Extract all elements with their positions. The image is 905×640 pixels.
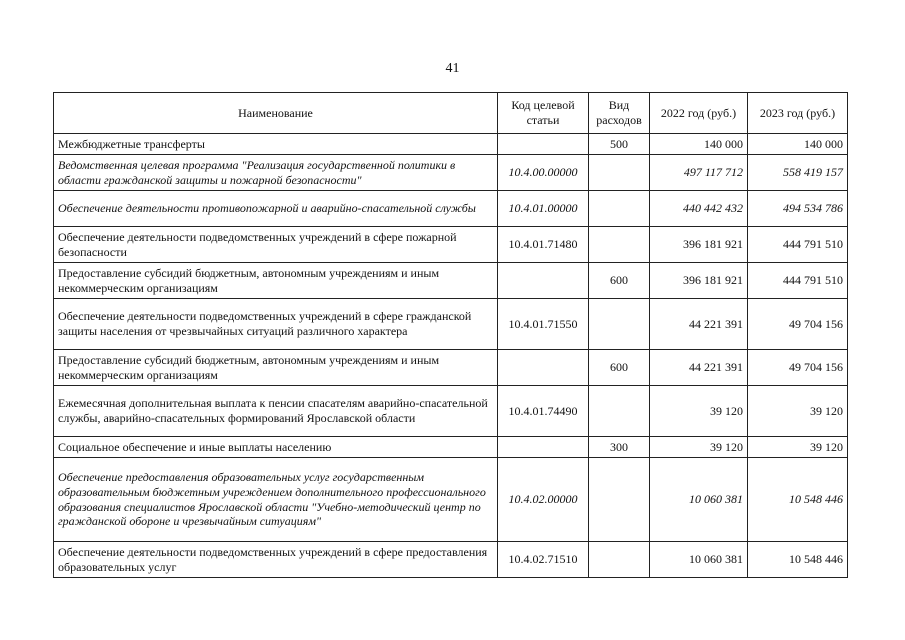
row-amount-2023: 39 120 — [748, 437, 848, 458]
page-number: 41 — [445, 61, 460, 76]
row-type — [589, 386, 650, 437]
row-amount-2023: 140 000 — [748, 134, 848, 155]
table-row — [54, 350, 848, 386]
row-amount-2022: 396 181 921 — [650, 263, 748, 299]
row-name: Обеспечение предоставления образовательных услуг государственным образовательным бюджетным учреждением дополнительного профессионального образования специалистов Ярославской области "Учебно-методический центр по гражданской обороне и чрезвычайным ситуациям" — [54, 458, 498, 542]
table-row — [54, 437, 848, 458]
row-type — [589, 458, 650, 542]
row-code: 10.4.02.71510 — [498, 542, 589, 578]
budget-table — [53, 92, 848, 578]
table-row — [54, 155, 848, 191]
table-row — [54, 134, 848, 155]
row-code: 10.4.02.00000 — [498, 458, 589, 542]
row-amount-2023: 10 548 446 — [748, 542, 848, 578]
row-amount-2022: 10 060 381 — [650, 542, 748, 578]
row-type: 600 — [589, 350, 650, 386]
row-type — [589, 191, 650, 227]
table-row — [54, 542, 848, 578]
row-name: Ежемесячная дополнительная выплата к пенсии спасателям аварийно-спасательной службы, аварийно-спасательных формирований Ярославской области — [54, 386, 498, 437]
table-row — [54, 227, 848, 263]
row-code — [498, 263, 589, 299]
row-amount-2022: 396 181 921 — [650, 227, 748, 263]
row-type — [589, 299, 650, 350]
row-amount-2022: 39 120 — [650, 437, 748, 458]
row-code: 10.4.01.74490 — [498, 386, 589, 437]
row-code: 10.4.01.71550 — [498, 299, 589, 350]
row-code: 10.4.01.00000 — [498, 191, 589, 227]
row-amount-2023: 444 791 510 — [748, 227, 848, 263]
row-amount-2022: 497 117 712 — [650, 155, 748, 191]
table-row — [54, 299, 848, 350]
row-name: Обеспечение деятельности подведомственных учреждений в сфере пожарной безопасности — [54, 227, 498, 263]
row-amount-2023: 39 120 — [748, 386, 848, 437]
row-code: 10.4.00.00000 — [498, 155, 589, 191]
header-type: Вид расходов — [589, 93, 650, 134]
row-amount-2022: 44 221 391 — [650, 350, 748, 386]
row-name: Предоставление субсидий бюджетным, автономным учреждениям и иным некоммерческим организациям — [54, 350, 498, 386]
row-name: Ведомственная целевая программа "Реализация государственной политики в области гражданской защиты и пожарной безопасности" — [54, 155, 498, 191]
row-type — [589, 155, 650, 191]
row-amount-2023: 444 791 510 — [748, 263, 848, 299]
row-name: Обеспечение деятельности подведомственных учреждений в сфере гражданской защиты населения от чрезвычайных ситуаций различного характера — [54, 299, 498, 350]
row-name: Предоставление субсидий бюджетным, автономным учреждениям и иным некоммерческим организациям — [54, 263, 498, 299]
row-amount-2023: 49 704 156 — [748, 299, 848, 350]
row-code: 10.4.01.71480 — [498, 227, 589, 263]
table-header-row — [54, 93, 848, 134]
row-type: 600 — [589, 263, 650, 299]
table-row — [54, 386, 848, 437]
row-name: Межбюджетные трансферты — [54, 134, 498, 155]
row-amount-2022: 140 000 — [650, 134, 748, 155]
row-amount-2022: 39 120 — [650, 386, 748, 437]
row-amount-2023: 494 534 786 — [748, 191, 848, 227]
table-row — [54, 263, 848, 299]
header-year-2023: 2023 год (руб.) — [748, 93, 848, 134]
row-type — [589, 227, 650, 263]
row-amount-2022: 10 060 381 — [650, 458, 748, 542]
row-type: 300 — [589, 437, 650, 458]
row-amount-2023: 558 419 157 — [748, 155, 848, 191]
row-type — [589, 542, 650, 578]
row-amount-2022: 440 442 432 — [650, 191, 748, 227]
row-name: Обеспечение деятельности подведомственных учреждений в сфере предоставления образовательных услуг — [54, 542, 498, 578]
header-code: Код целевой статьи — [498, 93, 589, 134]
row-code — [498, 134, 589, 155]
row-name: Обеспечение деятельности противопожарной и аварийно-спасательной службы — [54, 191, 498, 227]
table-row — [54, 458, 848, 542]
table-row — [54, 191, 848, 227]
row-code — [498, 350, 589, 386]
row-name: Социальное обеспечение и иные выплаты населению — [54, 437, 498, 458]
row-type: 500 — [589, 134, 650, 155]
header-name: Наименование — [54, 93, 498, 134]
header-year-2022: 2022 год (руб.) — [650, 93, 748, 134]
row-amount-2023: 49 704 156 — [748, 350, 848, 386]
row-amount-2022: 44 221 391 — [650, 299, 748, 350]
row-code — [498, 437, 589, 458]
row-amount-2023: 10 548 446 — [748, 458, 848, 542]
